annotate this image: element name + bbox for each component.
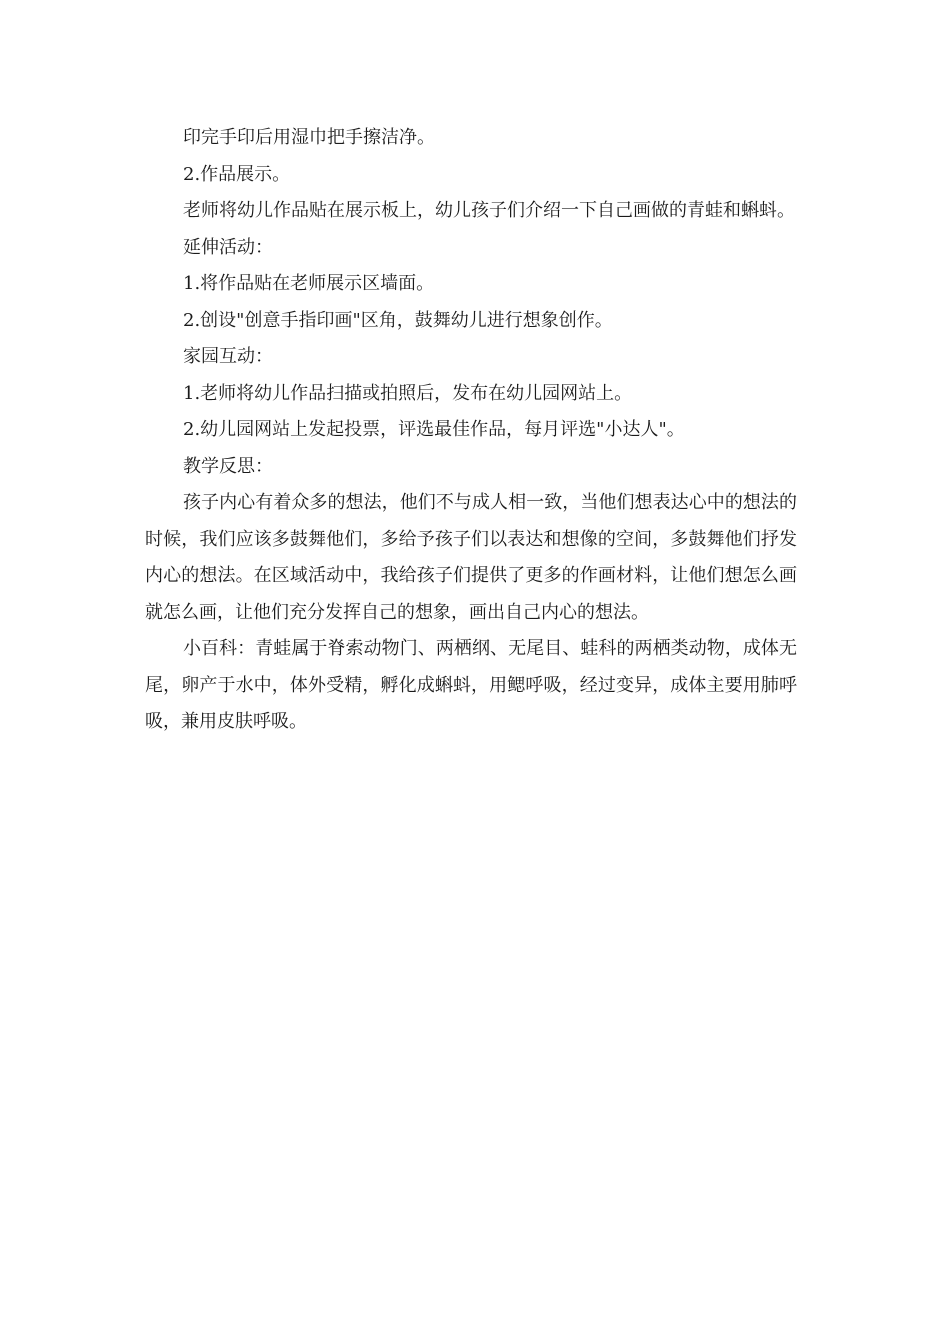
heading-extension-activity: 延伸活动： (183, 236, 273, 258)
paragraph-wipe-hands: 印完手印后用湿巾把手擦洁净。 (183, 127, 435, 148)
list-item-extension-2: 2.创设"创意手指印画"区角，鼓舞幼儿进行想象创作。 (183, 309, 613, 331)
paragraph-encyclopedia: 小百科：青蛙属于脊索动物门、两栖纲、无尾目、蛙科的两栖类动物，成体无尾，卵产于水中，体外受精，孵化成蝌蚪，用鳃呼吸，经过变异，成体主要用肺呼吸，兼用皮肤呼吸。 (145, 638, 797, 732)
list-item-interaction-2: 2.幼儿园网站上发起投票，评选最佳作品，每月评选"小达人"。 (183, 419, 685, 440)
heading-home-school-interaction: 家园互动： (183, 346, 273, 367)
list-item-interaction-1: 1.老师将幼儿作品扫描或拍照后，发布在幼儿园网站上。 (183, 382, 633, 404)
heading-work-display: 2.作品展示。 (183, 163, 291, 185)
paragraph-display-board: 老师将幼儿作品贴在展示板上，幼儿孩子们介绍一下自己画做的青蛙和蝌蚪。 (183, 200, 795, 221)
document-body (145, 120, 797, 741)
list-item-extension-1: 1.将作品贴在老师展示区墙面。 (183, 273, 435, 294)
heading-teaching-reflection: 教学反思： (183, 455, 273, 477)
paragraph-reflection: 孩子内心有着众多的想法，他们不与成人相一致，当他们想表达心中的想法的时候，我们应该多鼓舞他们，多给予孩子们以表达和想像的空间，多鼓舞他们抒发内心的想法。在区域活动中，我给孩子们提供了更多的作画材料，让他们想怎么画就怎么画，让他们充分发挥自己的想象，画出自己内心的想法。 (145, 492, 797, 623)
